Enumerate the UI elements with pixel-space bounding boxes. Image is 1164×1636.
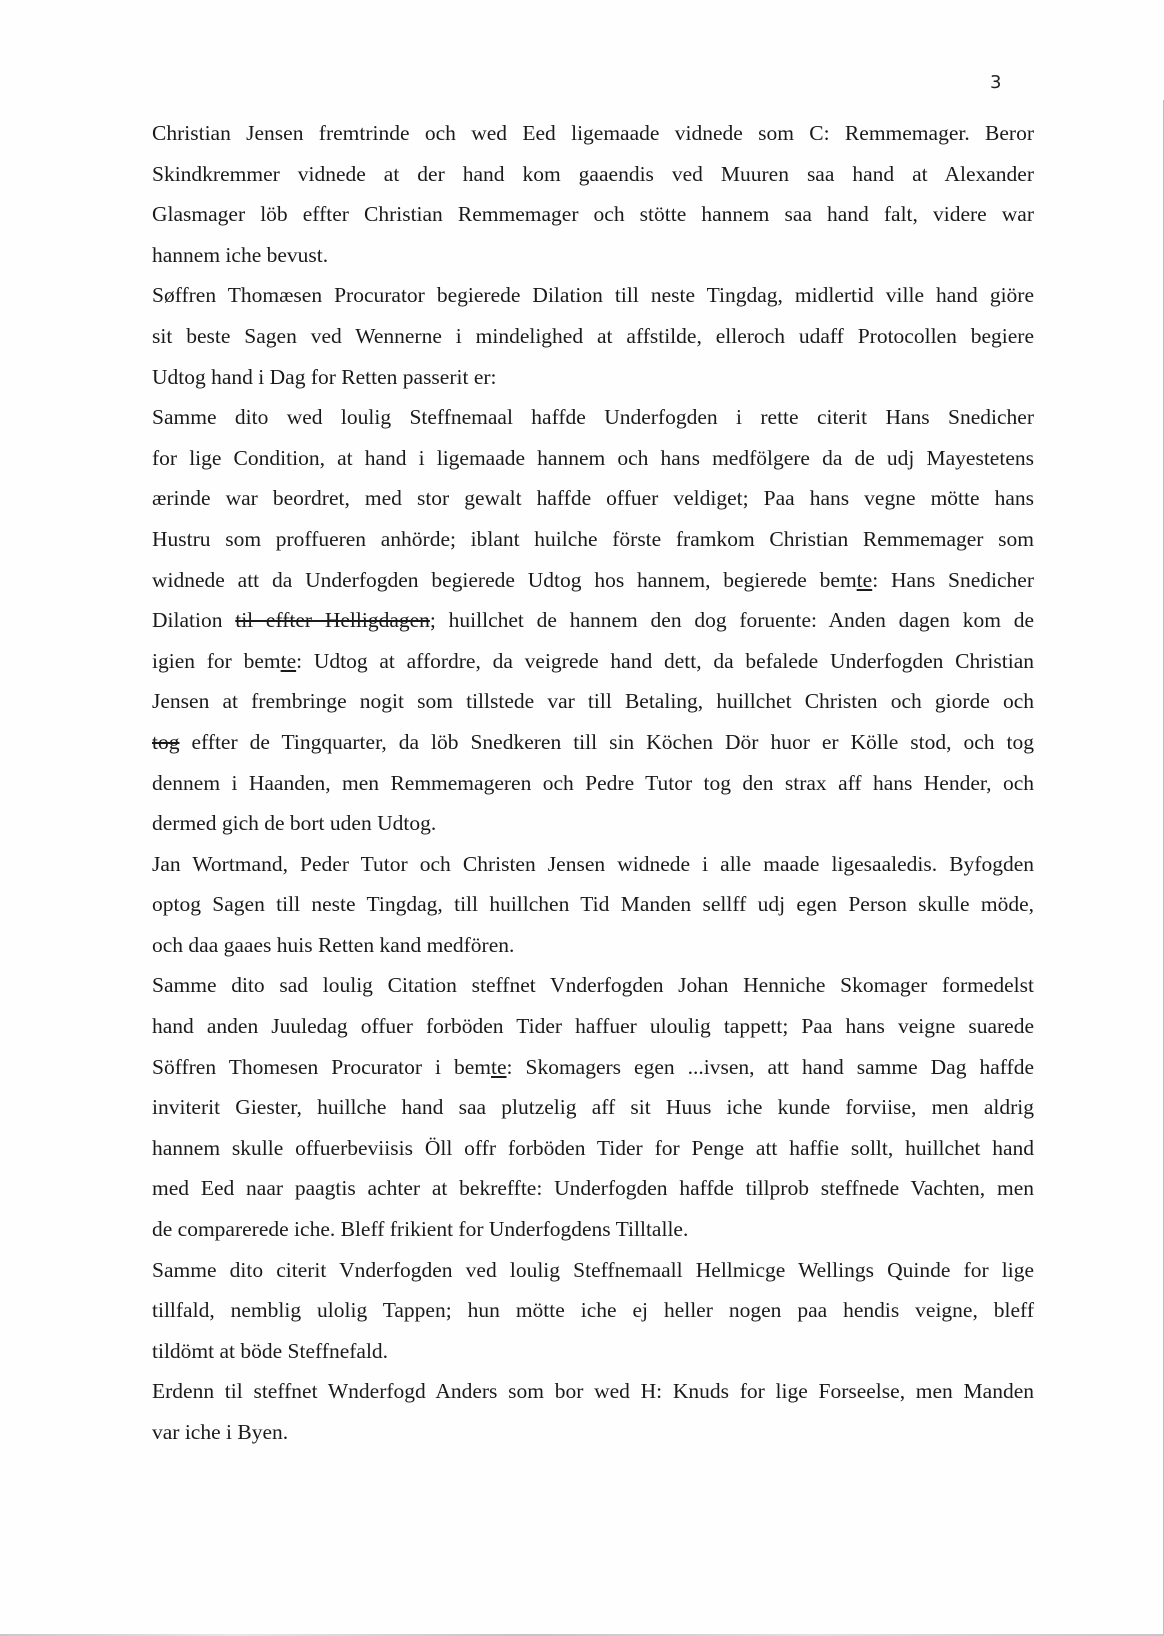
abbreviation-suffix: te: [856, 567, 873, 592]
text-segment: de comparerede iche. Bleff frikient for Underfogdens Tilltalle.: [152, 1217, 689, 1242]
text-segment: dennem i Haanden, men Remmemageren och Pedre Tutor tog den strax aff hans Hender, och: [152, 770, 1034, 795]
text-segment: Glasmager löb effter Christian Remmemager och stötte hannem saa hand falt, videre war: [152, 202, 1034, 227]
text-line: [152, 113, 1034, 154]
text-segment: Hustru som proffueren anhörde; iblant huilche förste framkom Christian Remmemager som: [152, 526, 1034, 551]
text-segment: inviterit Giester, huillche hand saa plutzelig aff sit Huus iche kunde forviise, men aldrig: [152, 1095, 1034, 1120]
text-segment: sit beste Sagen ved Wennerne i mindelighed at affstilde, elleroch udaff Protocollen begiere: [152, 323, 1034, 348]
text-segment: : Hans Snedicher: [872, 567, 1034, 592]
text-segment: Skindkremmer vidnede at der hand kom gaaendis ved Muuren saa hand at Alexander: [152, 161, 1034, 186]
text-line: [152, 965, 1034, 1006]
document-body: [152, 113, 1034, 1453]
paragraph: [152, 113, 1034, 275]
text-line: [152, 763, 1034, 804]
text-line: [152, 235, 1034, 276]
text-segment: Samme dito citerit Vnderfogden ved loulig Steffnemaall Hellmicge Wellings Quinde for lige: [152, 1257, 1034, 1282]
text-segment: ærinde war beordret, med stor gewalt haffde offuer veldiget; Paa hans vegne mötte hans: [152, 486, 1034, 511]
text-line: [152, 154, 1034, 195]
page-number: 3: [990, 72, 1002, 93]
paragraph: [152, 275, 1034, 397]
text-line: [152, 1047, 1034, 1088]
text-segment: igien for bem: [152, 648, 281, 673]
text-segment: ; huillchet de hannem den dog foruente: Anden dagen kom de: [429, 608, 1034, 633]
text-line: [152, 722, 1034, 763]
text-segment: med Eed naar paagtis achter at bekreffte: Underfogden haffde tillprob steffnede Vachten, men: [152, 1176, 1034, 1201]
text-segment: Udtog hand i Dag for Retten passerit er:: [152, 364, 497, 389]
text-segment: Erdenn til steffnet Wnderfogd Anders som bor wed H: Knuds for lige Forseelse, men Manden: [152, 1379, 1034, 1404]
text-line: [152, 1412, 1034, 1453]
text-segment: dermed gich de bort uden Udtog.: [152, 811, 437, 836]
text-segment: och daa gaaes huis Retten kand medfören.: [152, 932, 515, 957]
paragraph: [152, 1250, 1034, 1372]
text-line: [152, 397, 1034, 438]
abbreviation-suffix: te: [490, 1054, 507, 1079]
text-segment: hannem skulle offuerbeviisis Öll offr forböden Tider for Penge att haffie sollt, huillchet hand: [152, 1135, 1034, 1160]
text-line: [152, 925, 1034, 966]
text-line: [152, 438, 1034, 479]
text-segment: tillfald, nemblig ulolig Tappen; hun mötte iche ej heller nogen paa hendis veigne, bleff: [152, 1298, 1034, 1323]
text-segment: var iche i Byen.: [152, 1420, 289, 1444]
text-line: [152, 681, 1034, 722]
paragraph: [152, 844, 1034, 966]
text-line: [152, 478, 1034, 519]
text-segment: : Skomagers egen ...ivsen, att hand samme Dag haffde: [506, 1054, 1034, 1079]
text-line: [152, 884, 1034, 925]
text-line: [152, 316, 1034, 357]
text-line: [152, 560, 1034, 601]
text-segment: for lige Condition, at hand i ligemaade hannem och hans medfölgere da de udj Mayestetens: [152, 445, 1034, 470]
text-line: [152, 1290, 1034, 1331]
text-segment: hand anden Juuledag offuer forböden Tider haffuer uloulig tappett; Paa hans veigne suarede: [152, 1014, 1034, 1039]
text-line: [152, 1250, 1034, 1291]
text-segment: Dilation: [152, 608, 236, 633]
text-line: [152, 600, 1034, 641]
text-segment: Samme dito wed loulig Steffnemaal haffde Underfogden i rette citerit Hans Snedicher: [152, 405, 1034, 430]
text-line: [152, 641, 1034, 682]
struck-text: tog: [152, 729, 180, 754]
text-segment: tildömt at böde Steffnefald.: [152, 1338, 389, 1363]
text-segment: widnede att da Underfogden begierede Udtog hos hannem, begierede bem: [152, 567, 857, 592]
text-line: [152, 357, 1034, 398]
text-line: [152, 1128, 1034, 1169]
text-segment: Söffren Thomesen Procurator i bem: [152, 1054, 491, 1079]
text-segment: : Udtog at affordre, da veigrede hand dett, da befalede Underfogden Christian: [296, 648, 1034, 673]
abbreviation-suffix: te: [280, 648, 297, 673]
text-line: [152, 1209, 1034, 1250]
text-line: [152, 194, 1034, 235]
text-line: [152, 1168, 1034, 1209]
text-line: [152, 803, 1034, 844]
text-line: [152, 844, 1034, 885]
text-segment: Samme dito sad loulig Citation steffnet Vnderfogden Johan Henniche Skomager formedelst: [152, 973, 1034, 998]
struck-text: til effter Helligdagen: [235, 608, 430, 633]
text-segment: hannem iche bevust.: [152, 242, 329, 267]
text-segment: Jensen at frembringe nogit som tillstede var till Betaling, huillchet Christen och giorde och: [152, 689, 1034, 714]
text-line: [152, 1006, 1034, 1047]
text-line: [152, 1371, 1034, 1412]
text-line: [152, 1087, 1034, 1128]
paragraph: [152, 1371, 1034, 1452]
text-line: [152, 519, 1034, 560]
text-segment: effter de Tingquarter, da löb Snedkeren till sin Köchen Dör huor er Kölle stod, och tog: [179, 729, 1034, 754]
text-line: [152, 275, 1034, 316]
text-line: [152, 1331, 1034, 1372]
text-segment: optog Sagen till neste Tingdag, till huillchen Tid Manden sellff udj egen Person skulle möde,: [152, 892, 1034, 917]
paragraph: [152, 397, 1034, 844]
text-segment: Christian Jensen fremtrinde och wed Eed ligemaade vidnede som C: Remmemager. Beror: [152, 121, 1034, 145]
text-segment: Søffren Thomæsen Procurator begierede Dilation till neste Tingdag, midlertid ville hand giöre: [152, 283, 1034, 308]
text-segment: Jan Wortmand, Peder Tutor och Christen Jensen widnede i alle maade ligesaaledis. Byfogden: [152, 851, 1034, 876]
paragraph: [152, 965, 1034, 1249]
